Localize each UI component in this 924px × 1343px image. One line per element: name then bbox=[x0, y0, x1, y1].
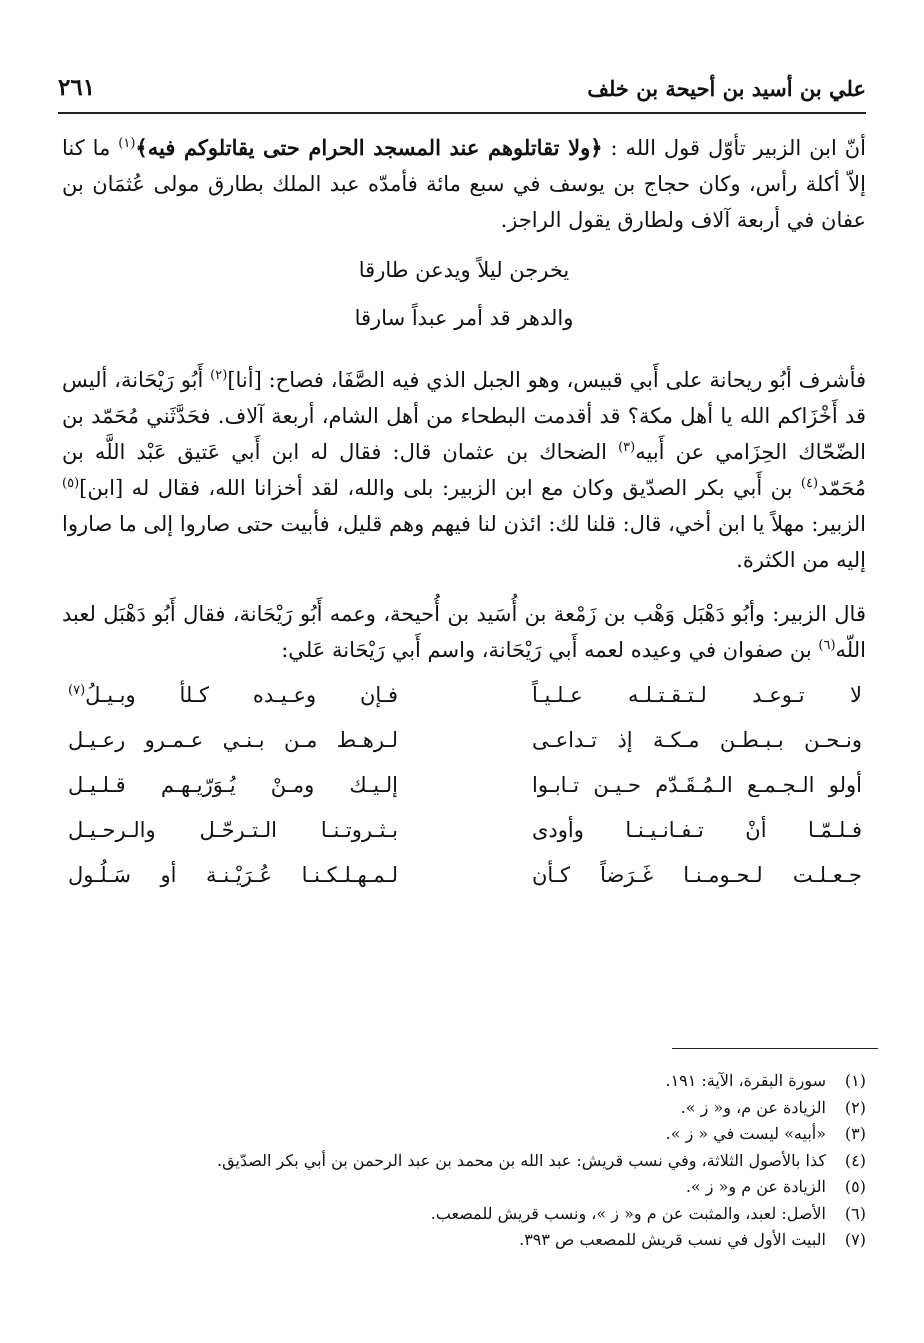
footnote-ref-1: (١) bbox=[118, 136, 136, 151]
footnote bbox=[60, 1095, 866, 1122]
poem-line bbox=[62, 762, 866, 807]
footnote-ref-7: (٧) bbox=[68, 682, 86, 698]
p3-text-2: بن صفوان في وعيده لعمه أَبي رَيْحَانة، واسم أَبي رَيْحَانة عَلي: bbox=[281, 638, 819, 662]
p2-text-4: بن أَبي بكر الصدّيق وكان مع ابن الزبير: بلى والله، لقد أخزانا الله، فقال له [ابن] bbox=[79, 476, 801, 500]
footnote-ref-6: (٦) bbox=[818, 638, 836, 653]
footnote-rule bbox=[672, 1048, 878, 1049]
poem-line bbox=[62, 672, 866, 717]
poem-line bbox=[62, 807, 866, 852]
poem-sadr: ونـحـن بـبـطـن مـكـة إذ تـداعـى bbox=[532, 727, 862, 752]
p3-text-1: قال الزبير: وأبُو دَهْبَل وَهْب بن زَمْعة بن أُسَيد بن أُحيحة، وعمه أَبُو رَيْحَانة، فقال أَبُو دَهْبَل لعبد اللّه bbox=[62, 602, 866, 662]
footnote-ref-4: (٤) bbox=[800, 476, 819, 491]
p2-text-5: الزبير: مهلاً يا ابن أخي، قال: قلنا لك: ائذن لنا فيهم وهم قليل، فأبيت حتى صاروا إلى ما صاروا إليه من الكثرة. bbox=[62, 512, 866, 572]
footnote-number: (٦) bbox=[844, 1203, 866, 1223]
verse-line-2: والدهر قد أمر عبداً سارقا bbox=[354, 306, 574, 330]
footnote bbox=[60, 1201, 866, 1228]
quran-verse: ﴿ولا تقاتلوهم عند المسجد الحرام حتى يقاتلوكم فيه﴾ bbox=[135, 135, 603, 160]
main-text bbox=[62, 130, 866, 897]
p2-text-1: فأشرف أبُو ريحانة على أَبي قبيس، وهو الجبل الذي فيه الصَّفَا، فصاح: [أنا] bbox=[227, 368, 867, 392]
poem-sadr: فـلـمّـا أنْ تـفـانـيـنـا وأودى bbox=[532, 817, 862, 842]
footnote-text: البيت الأول في نسب قريش للمصعب ص ٣٩٣. bbox=[519, 1230, 826, 1249]
poem-ajuz: لـرهـط مـن بـنـي عـمـرو رعـيـل bbox=[68, 727, 398, 752]
paragraph-2 bbox=[62, 362, 866, 578]
poem-ajuz: إلـيـك ومـنْ يُـوَرّيـهـم قـلـيـل bbox=[68, 772, 398, 797]
footnote-text: سورة البقرة، الآية: ١٩١. bbox=[665, 1071, 826, 1090]
footnote bbox=[60, 1121, 866, 1148]
footnote-ref-2: (٢) bbox=[210, 368, 228, 383]
page-number: ٢٦١ bbox=[58, 74, 96, 101]
footnote-text: «أبيه» ليست في « ز ». bbox=[665, 1124, 826, 1143]
paragraph-1 bbox=[62, 130, 866, 238]
footnote bbox=[60, 1068, 866, 1095]
footnote bbox=[60, 1174, 866, 1201]
footnote-number: (٣) bbox=[844, 1124, 866, 1143]
footnote-text: الزيادة عن م، و« ز ». bbox=[680, 1097, 826, 1117]
running-title: علي بن أسيد بن أحيحة بن خلف bbox=[587, 76, 866, 101]
footnote-number: (٥) bbox=[844, 1177, 866, 1196]
footnote-number: (٤) bbox=[844, 1150, 866, 1170]
footnote bbox=[60, 1227, 866, 1254]
poem-sadr: أولو الـجـمـع الـمُـقَـدّم حـيـن تـابـوا bbox=[532, 772, 862, 797]
footnote-text: الأصل: لعبد، والمثبت عن م و« ز »، ونسب قريش للمصعب. bbox=[430, 1203, 826, 1223]
footnote bbox=[60, 1148, 866, 1175]
paragraph-3 bbox=[62, 596, 866, 668]
poem-ajuz bbox=[68, 677, 398, 713]
footnote-ref-3: (٣) bbox=[618, 440, 636, 455]
poem-ajuz: لـمـهـلـكـنـا عُـرَيْـنـة أو سَـلُـول bbox=[68, 862, 398, 887]
poem-line bbox=[62, 852, 866, 897]
footnote-number: (١) bbox=[844, 1071, 866, 1090]
p1-text: أنّ ابن الزبير تأوّل قول الله : bbox=[602, 136, 867, 160]
footnote-text: الزيادة عن م و« ز ». bbox=[685, 1177, 826, 1196]
poem-ajuz: بـثـروتـنـا الـتـرحّـل والـرحـيـل bbox=[68, 817, 398, 842]
footnote-number: (٢) bbox=[844, 1097, 866, 1117]
rajaz-verse bbox=[62, 246, 866, 342]
footnote-number: (٧) bbox=[844, 1230, 866, 1249]
verse-line-1: يخرجن ليلاً ويدعن طارقا bbox=[358, 258, 570, 282]
footnote-text: كذا بالأصول الثلاثة، وفي نسب قريش: عبد الله بن محمد بن عبد الرحمن بن أبي بكر الصدّيق. bbox=[216, 1150, 826, 1170]
poem-line bbox=[62, 717, 866, 762]
p2-text-3: الضحاك بن عثمان قال: فقال له ابن أَبي عَتيق عَبْد اللَّه بن مُحَمّد bbox=[62, 440, 866, 500]
p2-text-2: أَبُو رَيْحَانة، أليس قد أَخْزَاكم الله يا أهل مكة؟ قد أقدمت البطحاء من أهل الشام، أربعة آلاف. فحَدَّثَني مُحَمّد بن الضّحّاك الحِزَامي عن أَبيه bbox=[62, 368, 866, 464]
poem bbox=[62, 672, 866, 897]
poem-sadr: جـعـلـت لـحـومـنـا غَـرَضاً كـأن bbox=[532, 862, 862, 887]
poem-sadr: لا تـوعـد لـتـقـتـلـه عـلـيـاً bbox=[532, 682, 862, 707]
running-header bbox=[58, 70, 866, 110]
footnotes bbox=[60, 1068, 866, 1254]
header-rule bbox=[58, 112, 866, 114]
poem-ajuz-text: فـإن وعـيـده كـلأ وبـيـلُ bbox=[85, 682, 398, 707]
footnote-ref-5: (٥) bbox=[62, 476, 80, 491]
p1-text-cont: ما كنا إلاّ أكلة رأس، وكان حجاج بن يوسف في سبع مائة فأمدّه عبد الملك بطارق مولى عُثمَان بن عفان في أربعة آلاف ولطارق يقول الراجز. bbox=[62, 136, 866, 232]
